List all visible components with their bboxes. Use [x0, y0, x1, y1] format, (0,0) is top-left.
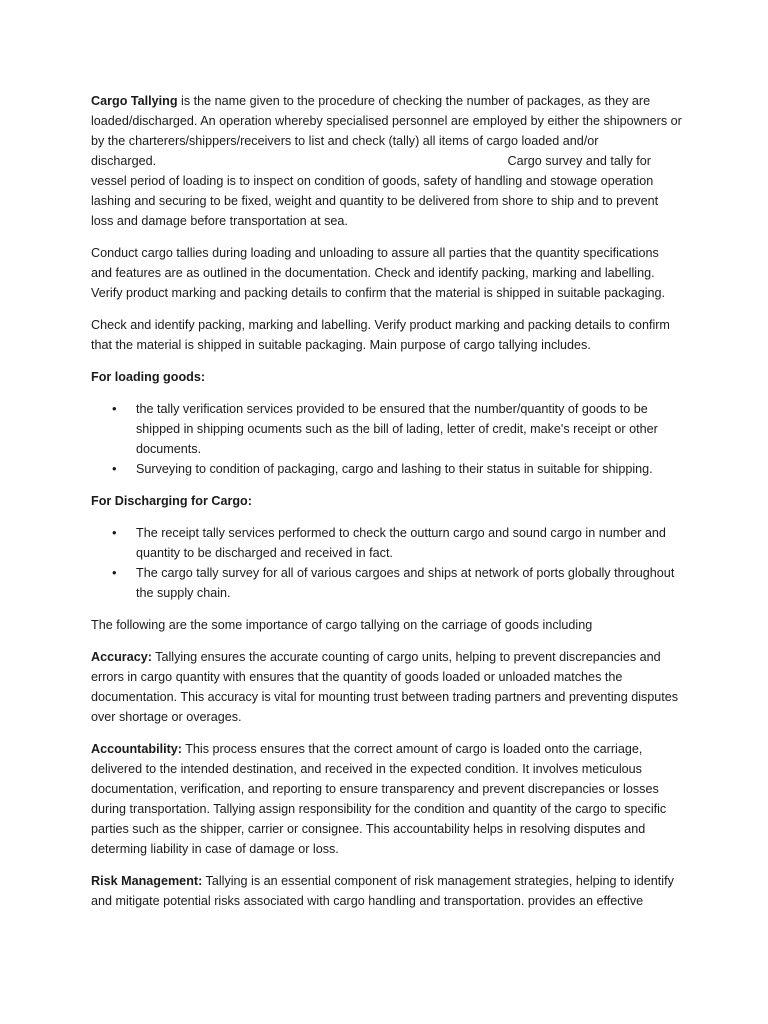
list-item: • Surveying to condition of packaging, cargo and lashing to their status in suitable for shipping.: [91, 459, 683, 479]
intro-text-a: is the name given to the procedure of checking the number of packages, as they are loaded/discharged. An operation whereby specialised personnel are employed by either the shipowners or by the charterers/shippers/receivers to list and check (tally) all items of cargo loaded and/or: [91, 94, 682, 148]
loading-heading: [91, 367, 683, 387]
importance-intro: The following are the some importance of cargo tallying on the carriage of goods including: [91, 618, 593, 632]
list-item: • the tally verification services provided to be ensured that the number/quantity of goods to be shipped in shipping ocuments such as the bill of lading, letter of credit, make's receipt or other documents.: [91, 399, 683, 459]
accuracy-paragraph: [91, 647, 683, 727]
intro-text-b: vessel period of loading is to inspect on condition of goods, safety of handling and stowage operation lashing and securing to be fixed, weight and quantity to be delivered from shore to ship and to prevent loss and damage before transportation at sea.: [91, 174, 659, 228]
discharging-heading-text: For Discharging for Cargo:: [91, 494, 252, 508]
accountability-paragraph: [91, 739, 683, 859]
discharging-heading: [91, 491, 683, 511]
accountability-term: Accountability:: [91, 742, 182, 756]
loading-heading-text: For loading goods:: [91, 370, 206, 384]
risk-text: Tallying is an essential component of risk management strategies, helping to identify and mitigate potential risks associated with cargo handling and transportation. provides an effective: [91, 874, 674, 908]
risk-term: Risk Management:: [91, 874, 203, 888]
loading-list: [91, 399, 683, 479]
accuracy-term: Accuracy:: [91, 650, 152, 664]
intro-split-line: [91, 151, 683, 171]
paragraph-conduct-tallies: Conduct cargo tallies during loading and unloading to assure all parties that the quantity specifications and features are as outlined in the documentation. Check and identify packing, marking and labelling. Verify product marking and packing details to confirm that the material is shipped in suitable packaging.: [91, 246, 666, 300]
intro-split-right: Cargo survey and tally for: [507, 154, 651, 168]
accountability-text: This process ensures that the correct amount of cargo is loaded onto the carriage, delivered to the intended destination, and received in the expected condition. It involves meticulous documentation, verification, and reporting to ensure transparency and prevent discrepancies or losses during transportation. Tallying assign responsibility for the condition and quantity of the cargo to specific parties such as the shipper, carrier or consignee. This accountability helps in resolving disputes and determing liability in case of damage or loss.: [91, 742, 667, 856]
intro-term: Cargo Tallying: [91, 94, 178, 108]
risk-management-paragraph: [91, 871, 683, 911]
intro-paragraph: [91, 91, 683, 231]
intro-text: [91, 91, 683, 151]
list-item: • The cargo tally survey for all of various cargoes and ships at network of ports globally throughout the supply chain.: [91, 563, 683, 603]
paragraph-check-packing: Check and identify packing, marking and labelling. Verify product marking and packing details to confirm that the material is shipped in suitable packaging. Main purpose of cargo tallying includes.: [91, 318, 670, 352]
intro-split-left: discharged.: [91, 154, 157, 168]
accuracy-text: Tallying ensures the accurate counting of cargo units, helping to prevent discrepancies and errors in cargo quantity with ensures that the quantity of goods loaded or unloaded matches the documentation. This accuracy is vital for mounting trust between trading partners and preventing disputes over shortage or overages.: [91, 650, 679, 724]
document-body: [91, 91, 683, 923]
list-item: • The receipt tally services performed to check the outturn cargo and sound cargo in number and quantity to be discharged and received in fact.: [91, 523, 683, 563]
discharging-list: [91, 523, 683, 603]
